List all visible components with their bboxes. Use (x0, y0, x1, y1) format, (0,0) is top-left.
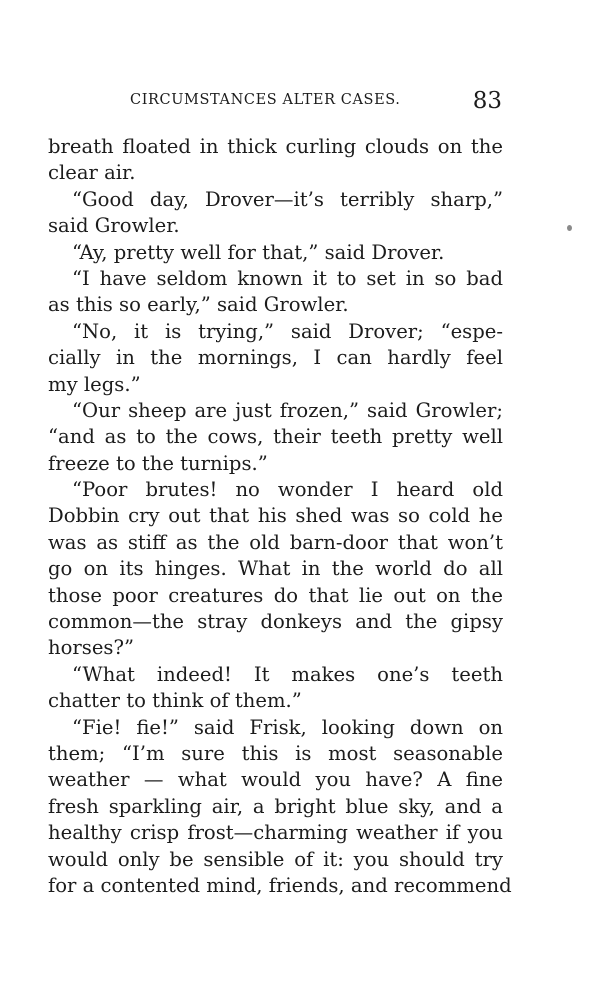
text-line: “No, it is trying,” said Drover; “espe- (72, 319, 503, 343)
text-line: clear air. (48, 161, 136, 185)
text-line: those poor creatures do that lie out on the (48, 583, 503, 607)
text-line: common—the stray donkeys and the gipsy (48, 610, 503, 634)
running-title: CIRCUMSTANCES ALTER CASES. (130, 92, 401, 108)
text-line: weather — what would you have? A fine (48, 768, 503, 792)
text-line: for a contented mind, friends, and recommend (48, 873, 512, 897)
text-line: “Fie! fie!” said Frisk, looking down on (72, 715, 503, 739)
text-line: “Poor brutes! no wonder I heard old (72, 478, 503, 502)
text-line: breath floated in thick curling clouds on the (48, 135, 503, 158)
page-number: 83 (472, 88, 502, 114)
text-line: “Good day, Drover—it’s terribly sharp,” (72, 187, 503, 211)
text-line: said Growler. (48, 214, 180, 238)
text-line: them; “I’m sure this is most seasonable (48, 741, 503, 765)
text-line: healthy crisp frost—charming weather if you (48, 821, 503, 845)
text-line: freeze to the turnips.” (48, 451, 268, 475)
text-line: fresh sparkling air, a bright blue sky, and a (48, 794, 503, 818)
text-line: would only be sensible of it: you should try (48, 847, 503, 871)
text-line: “Ay, pretty well for that,” said Drover. (72, 240, 445, 264)
text-line: cially in the mornings, I can hardly feel (48, 346, 503, 370)
text-line: “What indeed! It makes one’s teeth (72, 662, 503, 686)
text-line: horses?” (48, 636, 135, 660)
text-line: “I have seldom known it to set in so bad (72, 266, 503, 290)
text-line: as this so early,” said Growler. (48, 293, 349, 317)
text-line: was as stiff as the old barn-door that won’t (48, 530, 503, 554)
text-line: “Our sheep are just frozen,” said Growler; (72, 398, 503, 422)
body-text (48, 134, 512, 899)
text-line: go on its hinges. What in the world do all (48, 557, 503, 581)
page-header (48, 88, 503, 116)
text-line: chatter to think of them.” (48, 689, 302, 713)
text-line: my legs.” (48, 372, 141, 396)
text-line: Dobbin cry out that his shed was so cold he (48, 504, 503, 528)
ink-speck (567, 225, 572, 231)
text-line: “and as to the cows, their teeth pretty well (48, 425, 503, 449)
